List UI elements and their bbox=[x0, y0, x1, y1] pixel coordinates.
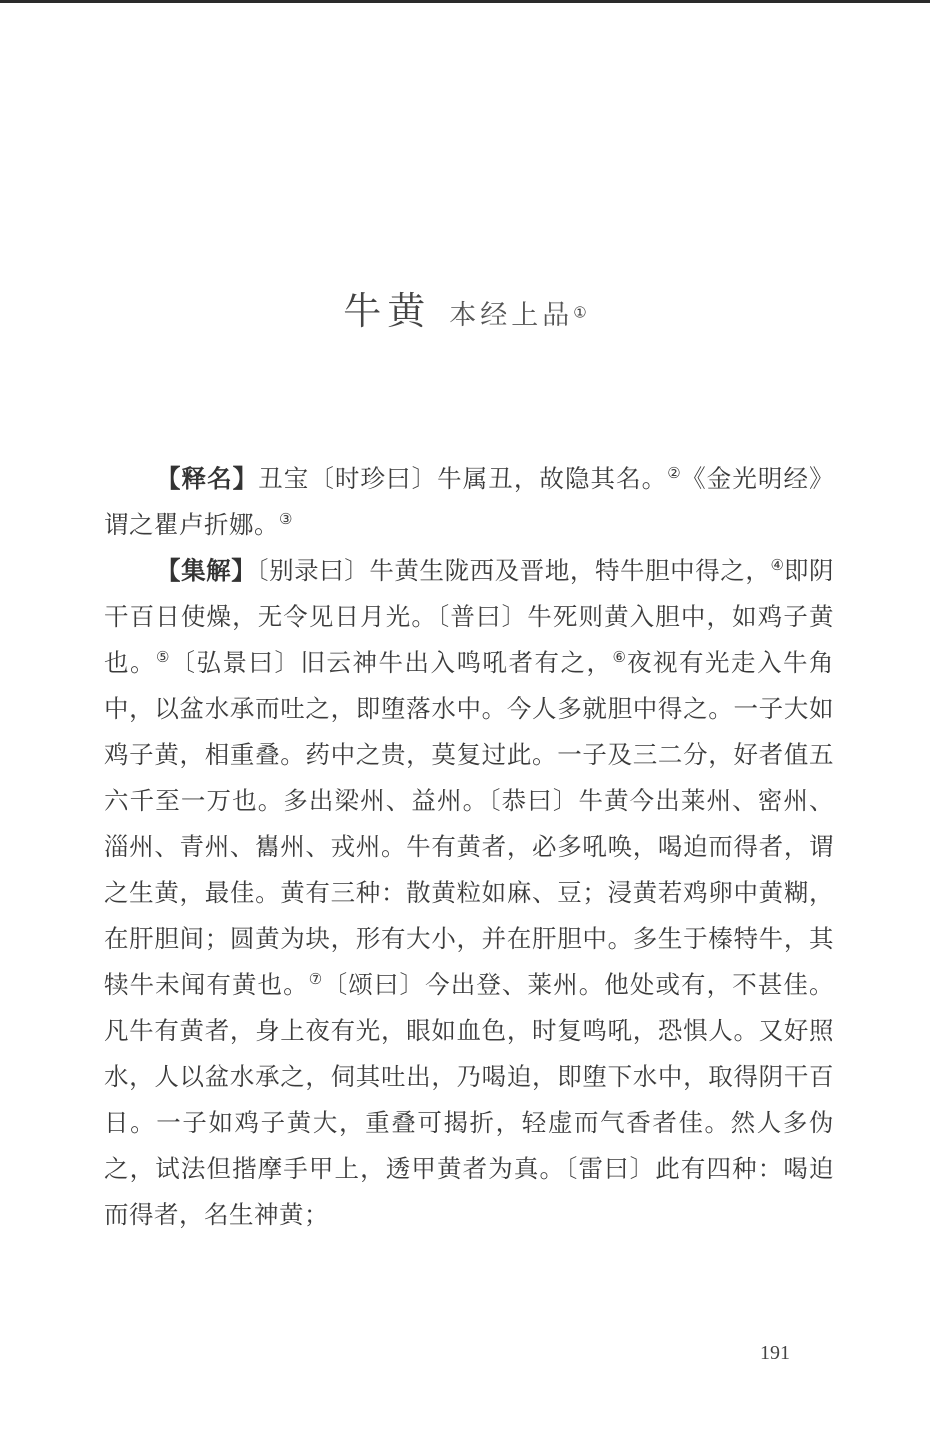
text-segment: 《金光明经》谓之瞿卢折娜。 bbox=[104, 464, 835, 539]
footnote-marker: ④ bbox=[770, 555, 784, 574]
entry-title bbox=[0, 280, 930, 335]
paragraph-jijie bbox=[104, 548, 834, 1238]
footnote-marker: ③ bbox=[279, 509, 293, 528]
footnote-marker: ⑥ bbox=[612, 647, 627, 666]
page-number: 191 bbox=[760, 1342, 790, 1364]
footnote-marker: ⑤ bbox=[156, 647, 171, 666]
body-text bbox=[104, 456, 834, 1238]
top-border-rule bbox=[0, 0, 930, 3]
text-segment: 夜视有光走入牛角中，以盆水承而吐之，即堕落水中。今人多就胆中得之。一子大如鸡子黄，相重叠。药中之贵，莫复过此。一子及三二分，好者值五六千至一万也。多出梁州、益州。〔恭曰〕牛黄今出莱州、密州、淄州、青州、巂州、戎州。牛有黄者，必多吼唤，喝迫而得者，谓之生黄，最佳。黄有三种：散黄粒如麻、豆；浸黄若鸡卵中黄糊，在肝胆间；圆黄为块，形有大小，并在肝胆中。多生于榛特牛，其犊牛未闻有黄也。 bbox=[104, 648, 835, 999]
text-segment: 〔弘景曰〕旧云神牛出入鸣吼者有之， bbox=[170, 648, 613, 677]
entry-title-classification: 本经上品 bbox=[449, 300, 574, 331]
text-segment: 丑宝〔时珍曰〕牛属丑，故隐其名。 bbox=[258, 464, 668, 493]
text-segment: 〔别录曰〕牛黄生陇西及晋地，特牛胆中得之， bbox=[256, 556, 771, 585]
footnote-marker: ⑦ bbox=[308, 969, 323, 988]
footnote-marker: ② bbox=[667, 463, 682, 482]
footnote-marker: ① bbox=[573, 303, 587, 322]
section-label-shiming: 【释名】 bbox=[156, 464, 259, 493]
text-segment: 即阴干百日使燥，无令见日月光。〔普曰〕牛死则黄入胆中，如鸡子黄也。 bbox=[104, 556, 835, 677]
entry-title-main: 牛黄 bbox=[343, 289, 432, 333]
text-segment: 〔颂曰〕今出登、莱州。他处或有，不甚佳。凡牛有黄者，身上夜有光，眼如血色，时复鸣吼，恐惧人。又好照水，人以盆水承之，伺其吐出，乃喝迫，即堕下水中，取得阴干百日。一子如鸡子黄大，重叠可揭折，轻虚而气香者佳。然人多伪之，试法但揩摩手甲上，透甲黄者为真。〔雷曰〕此有四种：喝迫而得者，名生神黄； bbox=[104, 970, 835, 1229]
section-label-jijie: 【集解】 bbox=[156, 556, 257, 585]
paragraph-shiming bbox=[104, 456, 834, 548]
